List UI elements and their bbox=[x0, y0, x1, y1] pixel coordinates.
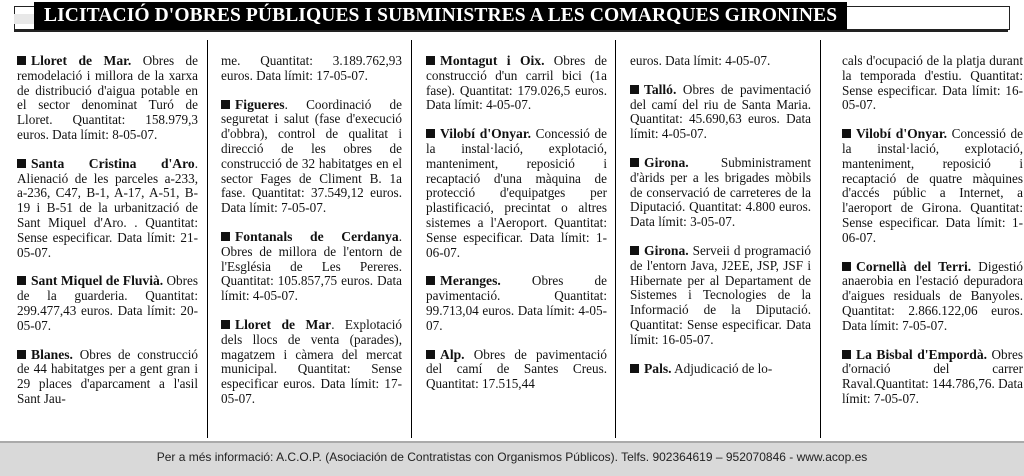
tender-entry bbox=[630, 362, 811, 377]
entry-location: Talló. bbox=[644, 81, 677, 97]
tender-entry bbox=[630, 83, 811, 142]
square-bullet-icon bbox=[426, 56, 435, 65]
tender-entry bbox=[17, 157, 198, 261]
square-bullet-icon bbox=[221, 100, 230, 109]
tender-entry bbox=[630, 244, 811, 348]
column-1 bbox=[17, 54, 198, 421]
entry-description: . Obres de millora de l'entorn de l'Església de Les Pereres. Quantitat: 105.857,75 euros. Data límit: 4-05-07. bbox=[221, 228, 402, 304]
entry-location: Pals. bbox=[644, 360, 672, 376]
entry-description: Subministrament d'àrids per a les brigades mòbils de conservació de carreteres de la Diputació. Quantitat: 4.800 euros. Data límit: 3-05-07. bbox=[630, 154, 811, 230]
tender-entry bbox=[426, 54, 607, 113]
entry-location: Montagut i Oix. bbox=[440, 53, 545, 68]
entry-location: Girona. bbox=[644, 242, 689, 258]
tender-entry bbox=[426, 127, 607, 260]
square-bullet-icon bbox=[17, 56, 26, 65]
entry-description: . Alienació de les parceles a-233, a-236, C47, B-1, A-17, A-51, B-19 i B-51 de la urbanització de Sant Miquel d'Aro. . Quantitat: Sense especificar. Data límit: 21-05-07. bbox=[17, 155, 198, 260]
tender-entry bbox=[17, 348, 198, 407]
footer-info: Per a més informació: A.C.O.P. (Asociación de Contratistas con Organismos Públicos). Telfs. 902364619 – 952070846 - www.acop.es bbox=[0, 441, 1024, 476]
entry-location: Lloret de Mar bbox=[235, 316, 332, 332]
entry-description: Concessió de la instal·lació, explotació, manteniment, reposició i recaptació de quatre màquines d'accés públic a Internet, a l'aeroport de Girona. Quantitat: Sense especificar. Data límit: 1-06-07. bbox=[842, 126, 1023, 245]
column-4 bbox=[630, 54, 811, 390]
square-bullet-icon bbox=[630, 85, 639, 94]
entry-location: Figueres bbox=[235, 96, 285, 112]
column-divider bbox=[411, 40, 412, 438]
page-title: LICITACIÓ D'OBRES PÚBLIQUES I SUBMINISTRES A LES COMARQUES GIRONINES bbox=[34, 2, 847, 30]
square-bullet-icon bbox=[426, 276, 435, 285]
entry-location: Cornellà del Terri. bbox=[856, 258, 972, 274]
entry-location: Sant Miquel de Fluvià. bbox=[31, 273, 164, 289]
column-5 bbox=[842, 54, 1023, 421]
tender-entry bbox=[426, 274, 607, 333]
square-bullet-icon bbox=[842, 350, 851, 359]
square-bullet-icon bbox=[630, 364, 639, 373]
tender-entry bbox=[842, 54, 1023, 113]
entry-description: Obres de construcció d'un carril bici (1a fase). Quantitat: 179.026,5 euros. Data límit: 4-05-07. bbox=[426, 53, 607, 113]
square-bullet-icon bbox=[17, 350, 26, 359]
entry-description: Obres de remodelació i millora de la xarxa de distribució d'aigua potable en el sector denominat Turó de Lloret. Quantitat: 158.979,3 euros. Data límit: 8-05-07. bbox=[17, 53, 198, 142]
tender-entry bbox=[221, 54, 402, 84]
tender-entry bbox=[221, 318, 402, 407]
tender-entry bbox=[842, 260, 1023, 334]
tender-entry bbox=[221, 230, 402, 304]
tender-entry bbox=[630, 156, 811, 230]
entry-description: . Coordinació de seguretat i salut (fase d'execució d'obbra), control de qualitat i direcció de les obres de construcció de 32 habitatges en el sector Fages de Climent B. 1a fase. Quantitat: 37.549,12 euros. Data límit: 7-05-07. bbox=[221, 96, 402, 216]
square-bullet-icon bbox=[221, 232, 230, 241]
square-bullet-icon bbox=[426, 350, 435, 359]
entry-location: Lloret de Mar. bbox=[31, 53, 132, 68]
square-bullet-icon bbox=[630, 246, 639, 255]
entry-location: Fontanals de Cerdanya bbox=[235, 228, 399, 244]
tender-entry bbox=[17, 54, 198, 143]
entry-description: Serveii d programació de l'entorn Java, J2EE, JSP, JSF i Hibernate per al Departament de Sistemes i Tecnologies de la Informació de la Diputació. Quantitat: Sense especificar. Data límit: 16-05-07. bbox=[630, 242, 811, 347]
entry-description: Adjudicació de lo- bbox=[671, 360, 773, 376]
entry-description: euros. Data límit: 4-05-07. bbox=[630, 53, 771, 68]
column-2 bbox=[221, 54, 402, 421]
column-divider bbox=[615, 40, 616, 438]
entry-location: Vilobí d'Onyar. bbox=[440, 126, 532, 142]
tender-entry bbox=[842, 127, 1023, 245]
square-bullet-icon bbox=[221, 320, 230, 329]
tender-entry bbox=[842, 348, 1023, 407]
entry-description: me. Quantitat: 3.189.762,93 euros. Data límit: 17-05-07. bbox=[221, 53, 402, 83]
square-bullet-icon bbox=[17, 276, 26, 285]
entry-location: Meranges. bbox=[440, 273, 501, 289]
entry-location: Vilobí d'Onyar. bbox=[856, 126, 948, 142]
square-bullet-icon bbox=[17, 159, 26, 168]
entry-description: Obres d'ornació del carrer Raval.Quantitat: 144.786,76. Data límit: 7-05-07. bbox=[842, 346, 1023, 406]
entry-description: Obres de pavimentació del camí del riu de Santa Maria. Quantitat: 45.690,63 euros. Data límit: 4-05-07. bbox=[630, 81, 811, 142]
tender-entry bbox=[17, 274, 198, 333]
tender-entry bbox=[221, 98, 402, 216]
square-bullet-icon bbox=[842, 129, 851, 138]
column-divider bbox=[207, 40, 208, 438]
entry-description: cals d'ocupació de la platja durant la temporada d'estiu. Quantitat: Sense especificar. Data límit: 16-05-07. bbox=[842, 53, 1023, 113]
column-divider bbox=[820, 40, 821, 438]
column-3 bbox=[426, 54, 607, 406]
square-bullet-icon bbox=[426, 129, 435, 138]
header bbox=[14, 2, 1008, 33]
entry-location: Santa Cristina d'Aro bbox=[31, 155, 195, 171]
entry-location: Alp. bbox=[440, 346, 465, 362]
tender-entry bbox=[426, 348, 607, 392]
entry-description: . Explotació dels llocs de venta (parades), magatzem i càmera del mercat municipal. Quantitat: Sense especificar euros. Data límit: 17-05-07. bbox=[221, 316, 402, 406]
entry-description: Obres de la guarderia. Quantitat: 299.477,43 euros. Data límit: 20-05-07. bbox=[17, 273, 198, 333]
entry-description: Digestió anaerobia en l'estació depuradora d'aigues residuals de Banyoles. Quantitat: 2.866.122,06 euros. Data límit: 7-05-07. bbox=[842, 258, 1023, 333]
entry-location: Blanes. bbox=[31, 346, 73, 362]
entry-description: Obres de pavimentació del camí de Santes Creus. Quantitat: 17.515,44 bbox=[426, 346, 607, 392]
header-rule bbox=[14, 30, 1008, 32]
entry-location: Girona. bbox=[644, 154, 689, 170]
square-bullet-icon bbox=[842, 262, 851, 271]
entry-description: Concessió de la instal·lació, explotació, manteniment, reposició i recaptació d'una màquina de protecció d'equipatges per plastificació, precintat o altres sistemes a l'Aeroport. Quantitat: Sense especificar. Data límit: 1-06-07. bbox=[426, 126, 607, 260]
entry-description: Obres de construcció de 44 habitatges per a gent gran i 29 places d'aparcament a l'asil Sant Jau- bbox=[17, 346, 198, 406]
entry-description: Obres de pavimentació. Quantitat: 99.713,04 euros. Data límit: 4-05-07. bbox=[426, 273, 607, 333]
square-bullet-icon bbox=[630, 158, 639, 167]
tender-entry bbox=[630, 54, 811, 69]
entry-location: La Bisbal d'Empordà. bbox=[856, 346, 988, 362]
